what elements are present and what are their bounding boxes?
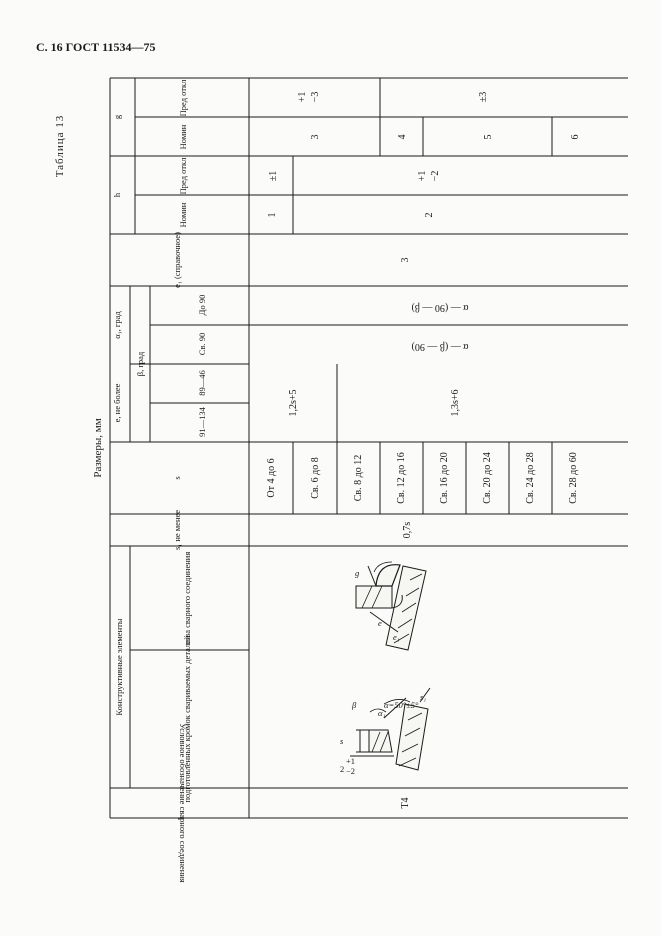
s-range-8: Св. 28 до 60 <box>568 452 579 504</box>
header-s: s <box>172 476 182 480</box>
table-title: Таблица 13 <box>54 114 66 178</box>
edges-s1-label: s₁ <box>420 692 427 702</box>
edges-alpha1-label: α₁ <box>378 708 386 718</box>
header-e: e, не более <box>112 383 122 423</box>
s-range-2: Св. 6 до 8 <box>310 457 321 499</box>
s-range-1: От 4 до 6 <box>266 458 277 498</box>
header-s1: s₁ не менее <box>172 509 182 551</box>
edges-gap-plus: +1 <box>346 756 356 766</box>
column-headers <box>112 79 207 883</box>
h-tolerance-2-plus: +1 <box>417 170 428 182</box>
g-nominal-4: 6 <box>570 134 581 140</box>
header-beta: β, град <box>135 351 145 377</box>
s1-value: 0,7s <box>402 521 413 539</box>
alpha1-upto-value: α — (90 — β) <box>411 302 469 313</box>
edges-gap-minus: −2 <box>346 766 356 776</box>
g-tolerance-minus: −3 <box>310 91 321 103</box>
e-value-2: 1,3s+6 <box>450 389 461 417</box>
weld-e1-label: e₁ <box>393 632 400 642</box>
header-beta-range-1: 91—134 <box>197 407 207 437</box>
header-alpha1-over: Св. 90 <box>197 332 207 356</box>
alpha1-over-value: α — (β — 90) <box>411 341 469 352</box>
g-nominal-1: 3 <box>310 134 321 140</box>
s-range-6: Св. 20 до 24 <box>482 452 493 504</box>
edges-beta-label: β <box>352 700 357 710</box>
s-range-7: Св. 24 до 28 <box>525 452 536 504</box>
edges-preparation-drawing <box>340 688 430 776</box>
header-h: h <box>112 192 122 198</box>
h-tolerance-1: ±1 <box>268 170 279 182</box>
header-h-tolerance: Пред откл <box>178 157 188 195</box>
e1-value: 3 <box>400 257 411 263</box>
header-h-nominal: Номин <box>178 202 188 228</box>
s-range-5: Св. 16 до 20 <box>439 452 450 504</box>
page-header: С. 16 ГОСТ 11534—75 <box>36 40 156 54</box>
g-tolerance-plus: +1 <box>297 91 308 103</box>
h-tolerance-2-minus: −2 <box>430 170 441 182</box>
header-alpha1-upto: До 90 <box>197 294 207 316</box>
header-g-nominal: Номин <box>178 124 188 150</box>
h-nominal-2: 2 <box>424 212 435 218</box>
g-nominal-3: 5 <box>483 134 494 140</box>
header-e1: e₁ (справочное) <box>172 232 182 288</box>
edges-s-label: s <box>340 736 344 746</box>
header-constructive: Конструктивные элементы <box>114 618 124 716</box>
header-g-tolerance: Пред откл <box>178 79 188 117</box>
weld-e-label: e <box>378 618 382 628</box>
e-value-1: 1,2s+5 <box>288 389 299 417</box>
edges-angle-label: α=50°±5° <box>384 700 419 710</box>
weld-g-label: g <box>355 568 360 578</box>
g-nominal-2: 4 <box>397 134 408 140</box>
g-tolerance-2: ±3 <box>478 91 489 103</box>
header-designation: Условное обозначение сварного соединения <box>178 723 188 883</box>
s-range-3: Св. 8 до 12 <box>353 454 364 502</box>
header-beta-range-2: 89—46 <box>197 370 207 396</box>
header-weld: шва сварного соединения <box>182 551 192 645</box>
s-range-4: Св. 12 до 16 <box>396 452 407 504</box>
designation-value: Т4 <box>400 797 411 809</box>
h-nominal-1: 1 <box>267 212 278 218</box>
units-label: Размеры, мм <box>92 418 104 478</box>
header-g: g <box>112 114 122 120</box>
weld-section-drawing <box>355 562 426 650</box>
edges-gap-label: 2 <box>340 764 345 774</box>
header-alpha1: α₁, град <box>112 311 122 339</box>
header-prepared-edges: подготовленных кромок свариваемых деталей <box>182 635 192 803</box>
